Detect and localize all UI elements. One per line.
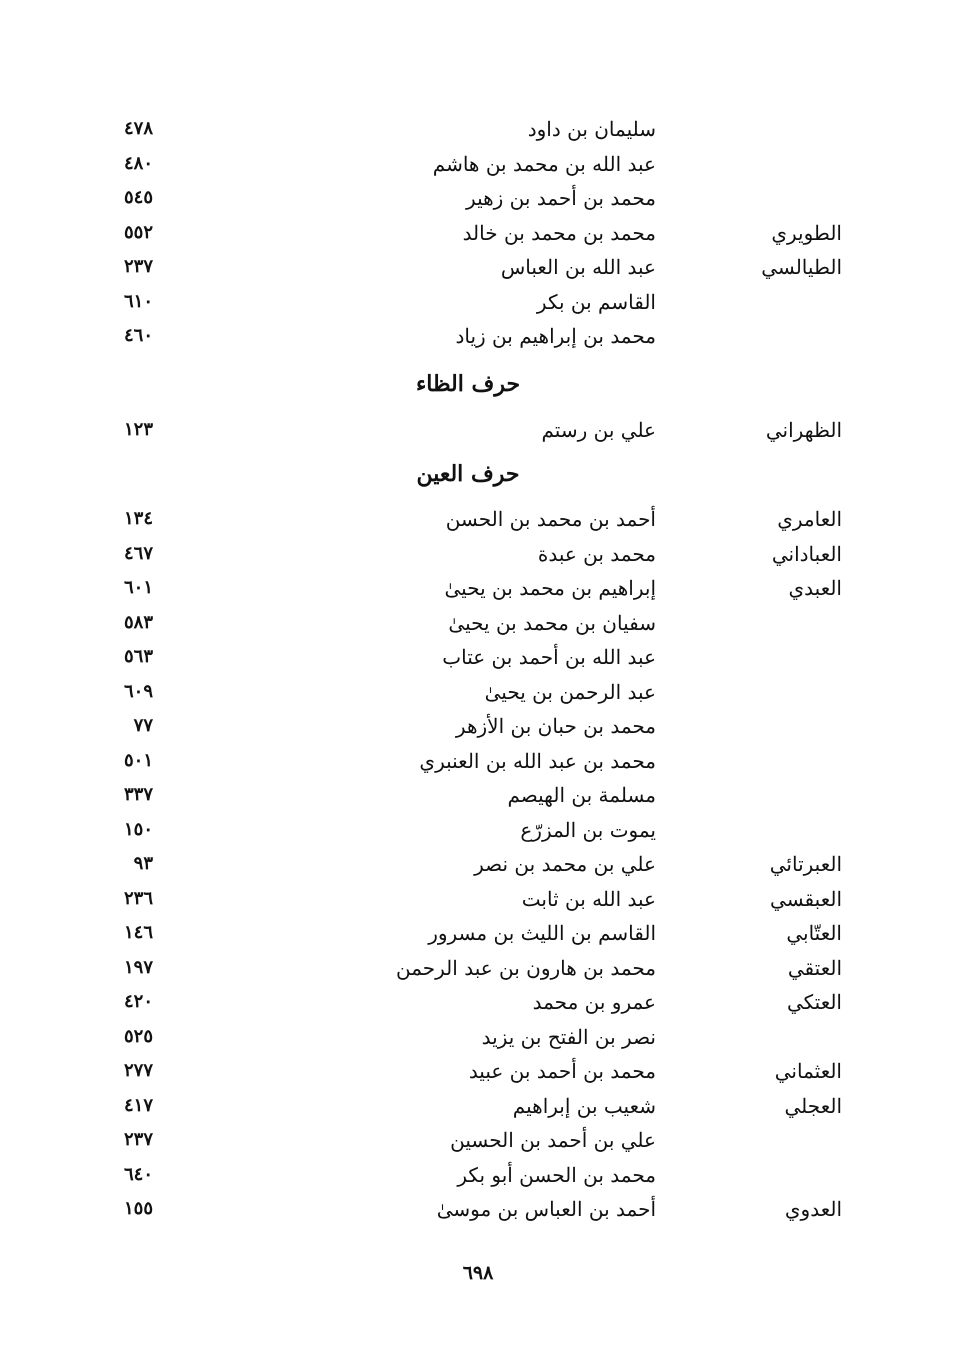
nisba: العتكي <box>786 990 842 1014</box>
person-name: محمد بن محمد بن خالد <box>462 220 656 245</box>
person-name: سفيان بن محمد بن يحيىٰ <box>448 610 656 635</box>
page-reference: ٥٢٥ <box>123 1025 153 1047</box>
person-name: أحمد بن العباس بن موسىٰ <box>436 1197 656 1221</box>
index-entry <box>0 502 956 536</box>
person-name: علي بن محمد بن نصر <box>474 852 656 876</box>
page-reference: ٦٠١ <box>123 577 153 598</box>
index-entry <box>0 1089 956 1123</box>
index-entry <box>0 778 956 812</box>
index-entry <box>0 813 956 847</box>
index-entry <box>0 1054 956 1088</box>
index-entry <box>0 606 956 640</box>
person-name: علي بن رستم <box>541 418 656 442</box>
page-reference: ٢٧٧ <box>123 1060 153 1081</box>
nisba: العجلي <box>784 1093 842 1118</box>
person-name: محمد بن أحمد بن زهير <box>466 186 656 210</box>
page-reference: ٣٣٧ <box>123 784 153 805</box>
page-reference: ١٥٠ <box>123 818 153 840</box>
person-name: عبد الله بن ثابت <box>521 886 656 911</box>
person-name: يموت بن المزرّع <box>520 817 656 842</box>
person-name: مسلمة بن الهيصم <box>507 783 656 807</box>
index-entry <box>0 413 956 447</box>
page-reference: ٢٣٧ <box>123 256 153 277</box>
person-name: محمد بن عبدة <box>537 541 656 566</box>
page-reference: ٥٨٣ <box>123 611 153 633</box>
page-reference: ٢٣٧ <box>123 1129 153 1150</box>
index-entry <box>0 951 956 985</box>
index-entry <box>0 285 956 319</box>
page-reference: ٤١٧ <box>123 1094 153 1116</box>
page-reference: ٤٧٨ <box>123 118 153 139</box>
page-reference: ٥٥٢ <box>123 221 153 243</box>
person-name: القاسم بن بكر <box>536 289 656 314</box>
page-reference: ٥٦٣ <box>123 646 153 667</box>
person-name: أحمد بن محمد بن الحسن <box>445 507 656 531</box>
page-reference: ٦٤٠ <box>123 1163 153 1185</box>
page-reference: ٢٣٦ <box>123 887 153 909</box>
index-entry <box>0 571 956 605</box>
page-number: ٦٩٨ <box>462 1262 494 1284</box>
person-name: القاسم بن الليث بن مسرور <box>428 921 656 945</box>
index-entry <box>0 181 956 215</box>
person-name: عبد الله بن أحمد بن عتاب <box>442 645 656 669</box>
page-reference: ٦١٠ <box>123 290 153 312</box>
person-name: محمد بن حبان بن الأزهر <box>455 714 656 738</box>
index-entry <box>0 1123 956 1157</box>
person-name: عبد الله بن العباس <box>500 255 656 279</box>
index-entry <box>0 1158 956 1192</box>
page-reference: ٤٢٠ <box>123 991 153 1012</box>
page-reference: ٧٧ <box>133 715 153 736</box>
page-reference: ٥٤٥ <box>123 187 153 208</box>
page-reference: ١٥٥ <box>123 1198 153 1219</box>
index-entry <box>0 1192 956 1226</box>
page-reference: ٤٦٧ <box>123 542 153 564</box>
page-reference: ٤٦٠ <box>123 325 153 346</box>
index-entry <box>0 916 956 950</box>
index-entry <box>0 147 956 181</box>
index-entry <box>0 985 956 1019</box>
person-name: محمد بن إبراهيم بن زياد <box>455 324 656 348</box>
nisba: العتقي <box>787 955 842 980</box>
page-reference: ٤٨٠ <box>123 152 153 174</box>
index-entry <box>0 640 956 674</box>
nisba: العتّابي <box>786 921 842 945</box>
index-entry <box>0 250 956 284</box>
nisba: العبرتائي <box>769 852 842 876</box>
nisba: الطويري <box>771 220 842 245</box>
person-name: سليمان بن داود <box>527 117 656 141</box>
person-name: محمد بن عبد الله بن العنبري <box>419 748 656 773</box>
index-entry <box>0 847 956 881</box>
index-entry <box>0 319 956 353</box>
nisba: العدوي <box>784 1197 842 1221</box>
page-reference: ١٢٣ <box>123 419 153 440</box>
person-name: علي بن أحمد بن الحسين <box>450 1128 656 1152</box>
page-reference: ١٤٦ <box>123 922 153 943</box>
nisba: الظهراني <box>765 418 842 442</box>
index-entry <box>0 112 956 146</box>
person-name: عمرو بن محمد <box>532 990 656 1014</box>
person-name: شعيب بن إبراهيم <box>512 1093 656 1118</box>
heading-letter-ayn <box>0 457 956 491</box>
person-name: إبراهيم بن محمد بن يحيىٰ <box>444 576 656 600</box>
person-name: عبد الرحمن بن يحيىٰ <box>484 679 656 704</box>
person-name: محمد بن الحسن أبو بكر <box>457 1162 656 1187</box>
nisba: العبقسي <box>770 886 842 911</box>
index-entry <box>0 882 956 916</box>
person-name: نصر بن الفتح بن يزيد <box>481 1024 656 1049</box>
heading-letter-zha <box>0 367 956 401</box>
nisba: العباداني <box>771 541 842 566</box>
page-reference: ٦٠٩ <box>123 680 153 702</box>
page-reference: ١٣٤ <box>123 508 153 529</box>
nisba: الطيالسي <box>761 255 842 279</box>
page-reference: ٥٠١ <box>123 749 153 771</box>
page-reference: ١٩٧ <box>123 956 153 978</box>
index-entry <box>0 675 956 709</box>
nisba: العثماني <box>774 1059 842 1083</box>
page-reference: ٩٣ <box>133 853 153 874</box>
index-entry <box>0 709 956 743</box>
index-entry <box>0 216 956 250</box>
heading-text: حرف العين <box>416 461 520 487</box>
person-name: عبد الله بن محمد بن هاشم <box>432 151 656 176</box>
person-name: محمد بن أحمد بن عبيد <box>468 1059 656 1083</box>
person-name: محمد بن هارون بن عبد الرحمن <box>396 955 656 980</box>
index-entry <box>0 744 956 778</box>
heading-text: حرف الظاء <box>415 371 521 397</box>
nisba: العامري <box>777 507 842 531</box>
index-entry <box>0 1020 956 1054</box>
nisba: العبدي <box>788 576 842 600</box>
index-entry <box>0 537 956 571</box>
